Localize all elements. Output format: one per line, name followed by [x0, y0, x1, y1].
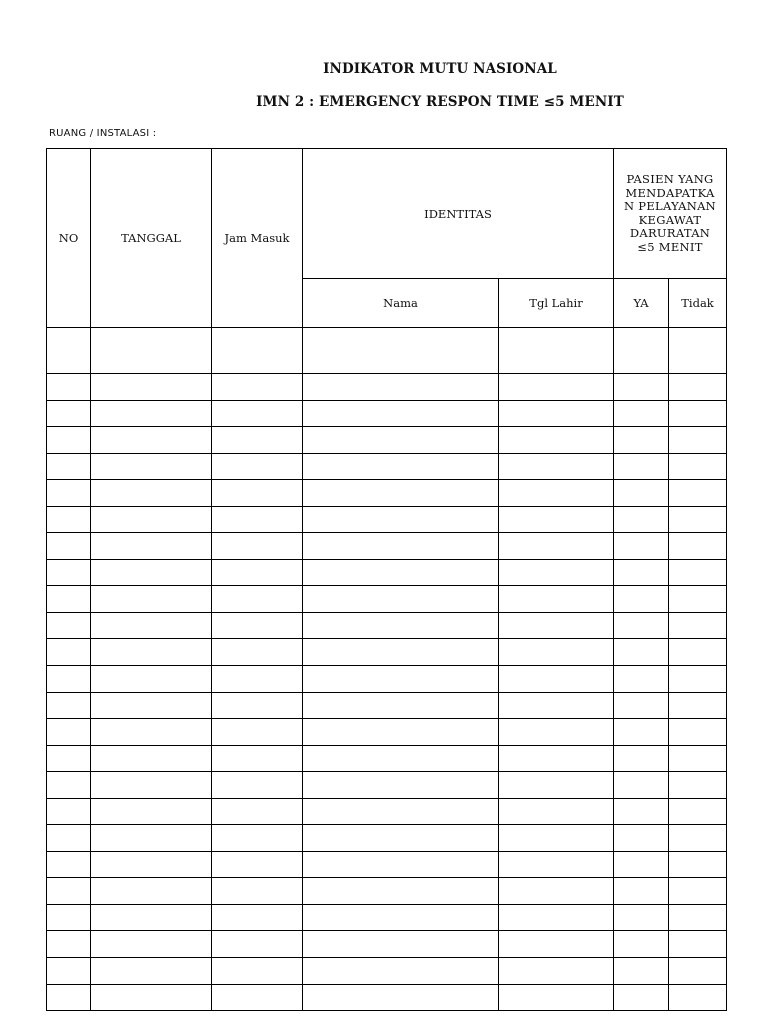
header-pasien: [614, 149, 727, 279]
cell-tgl-lahir[interactable]: [499, 692, 614, 719]
cell-tanggal[interactable]: [91, 851, 212, 878]
cell-ya[interactable]: [614, 745, 669, 772]
cell-ya[interactable]: [614, 533, 669, 560]
cell-ya[interactable]: [614, 984, 669, 1011]
header-pasien-line: ≤5 MENIT: [637, 239, 703, 254]
cell-tidak[interactable]: [669, 480, 727, 507]
header-pasien-line: KEGAWAT: [638, 212, 702, 227]
cell-nama[interactable]: [303, 612, 499, 639]
cell-jam-masuk[interactable]: [212, 639, 303, 666]
cell-no[interactable]: [47, 374, 91, 401]
table-row: [47, 825, 727, 852]
table-row: [47, 984, 727, 1011]
cell-jam-masuk[interactable]: [212, 453, 303, 480]
cell-nama[interactable]: [303, 533, 499, 560]
cell-tanggal[interactable]: [91, 559, 212, 586]
cell-ya[interactable]: [614, 612, 669, 639]
cell-jam-masuk[interactable]: [212, 480, 303, 507]
header-row-1: [47, 149, 727, 279]
cell-tanggal[interactable]: [91, 931, 212, 958]
cell-ya[interactable]: [614, 878, 669, 905]
cell-no[interactable]: [47, 639, 91, 666]
cell-jam-masuk[interactable]: [212, 666, 303, 693]
header-pasien-line: N PELAYANAN: [623, 199, 717, 213]
cell-tgl-lahir[interactable]: [499, 533, 614, 560]
cell-tidak[interactable]: [669, 958, 727, 985]
cell-tanggal[interactable]: [91, 666, 212, 693]
header-jam-masuk: Jam Masuk: [212, 149, 303, 328]
table-row: [47, 639, 727, 666]
cell-tidak[interactable]: [669, 692, 727, 719]
cell-jam-masuk[interactable]: [212, 798, 303, 825]
cell-ya[interactable]: [614, 374, 669, 401]
table-body: [47, 149, 727, 1011]
cell-nama[interactable]: [303, 586, 499, 613]
cell-tidak[interactable]: [669, 719, 727, 746]
cell-tanggal[interactable]: [91, 480, 212, 507]
cell-tidak[interactable]: [669, 612, 727, 639]
cell-tidak[interactable]: [669, 798, 727, 825]
cell-tanggal[interactable]: [91, 719, 212, 746]
cell-tgl-lahir[interactable]: [499, 453, 614, 480]
table-row: [47, 904, 727, 931]
header-nama: Nama: [303, 279, 499, 328]
cell-tidak[interactable]: [669, 825, 727, 852]
cell-jam-masuk[interactable]: [212, 904, 303, 931]
cell-ya[interactable]: [614, 427, 669, 454]
cell-jam-masuk[interactable]: [212, 559, 303, 586]
cell-jam-masuk[interactable]: [212, 328, 303, 374]
cell-tanggal[interactable]: [91, 825, 212, 852]
cell-ya[interactable]: [614, 692, 669, 719]
cell-no[interactable]: [47, 904, 91, 931]
cell-jam-masuk[interactable]: [212, 612, 303, 639]
cell-tgl-lahir[interactable]: [499, 480, 614, 507]
cell-ya[interactable]: [614, 904, 669, 931]
cell-nama[interactable]: [303, 692, 499, 719]
cell-tgl-lahir[interactable]: [499, 904, 614, 931]
cell-ya[interactable]: [614, 328, 669, 374]
cell-nama[interactable]: [303, 639, 499, 666]
cell-tgl-lahir[interactable]: [499, 374, 614, 401]
cell-no[interactable]: [47, 586, 91, 613]
cell-nama[interactable]: [303, 931, 499, 958]
cell-no[interactable]: [47, 400, 91, 427]
cell-tanggal[interactable]: [91, 612, 212, 639]
table-row: [47, 878, 727, 905]
table-row: [47, 328, 727, 374]
cell-tanggal[interactable]: [91, 506, 212, 533]
table-row: [47, 559, 727, 586]
cell-tidak[interactable]: [669, 559, 727, 586]
cell-jam-masuk[interactable]: [212, 984, 303, 1011]
cell-no[interactable]: [47, 878, 91, 905]
cell-ya[interactable]: [614, 958, 669, 985]
cell-no[interactable]: [47, 612, 91, 639]
cell-nama[interactable]: [303, 400, 499, 427]
cell-no[interactable]: [47, 931, 91, 958]
cell-ya[interactable]: [614, 719, 669, 746]
cell-nama[interactable]: [303, 427, 499, 454]
cell-ya[interactable]: [614, 453, 669, 480]
cell-tidak[interactable]: [669, 328, 727, 374]
cell-tidak[interactable]: [669, 586, 727, 613]
cell-nama[interactable]: [303, 984, 499, 1011]
cell-ya[interactable]: [614, 559, 669, 586]
cell-tanggal[interactable]: [91, 958, 212, 985]
cell-tgl-lahir[interactable]: [499, 639, 614, 666]
cell-tanggal[interactable]: [91, 374, 212, 401]
cell-nama[interactable]: [303, 559, 499, 586]
cell-tidak[interactable]: [669, 506, 727, 533]
document-title: INDIKATOR MUTU NASIONAL: [323, 61, 557, 77]
cell-ya[interactable]: [614, 825, 669, 852]
cell-no[interactable]: [47, 719, 91, 746]
cell-ya[interactable]: [614, 931, 669, 958]
cell-nama[interactable]: [303, 745, 499, 772]
cell-tanggal[interactable]: [91, 745, 212, 772]
table-row: [47, 666, 727, 693]
cell-ya[interactable]: [614, 798, 669, 825]
cell-tidak[interactable]: [669, 772, 727, 799]
cell-jam-masuk[interactable]: [212, 692, 303, 719]
cell-jam-masuk[interactable]: [212, 586, 303, 613]
cell-tidak[interactable]: [669, 374, 727, 401]
cell-ya[interactable]: [614, 851, 669, 878]
header-tanggal: TANGGAL: [91, 149, 212, 328]
cell-tidak[interactable]: [669, 453, 727, 480]
cell-no[interactable]: [47, 772, 91, 799]
cell-jam-masuk[interactable]: [212, 772, 303, 799]
cell-jam-masuk[interactable]: [212, 506, 303, 533]
cell-nama[interactable]: [303, 904, 499, 931]
cell-nama[interactable]: [303, 328, 499, 374]
header-pasien-line: DARURATAN: [629, 226, 711, 240]
cell-nama[interactable]: [303, 666, 499, 693]
header-pasien-line: PASIEN YANG: [626, 172, 714, 186]
header-tidak: Tidak: [669, 279, 727, 328]
cell-nama[interactable]: [303, 480, 499, 507]
cell-nama[interactable]: [303, 958, 499, 985]
cell-tgl-lahir[interactable]: [499, 958, 614, 985]
cell-jam-masuk[interactable]: [212, 931, 303, 958]
cell-tgl-lahir[interactable]: [499, 798, 614, 825]
cell-jam-masuk[interactable]: [212, 745, 303, 772]
cell-ya[interactable]: [614, 639, 669, 666]
cell-tanggal[interactable]: [91, 453, 212, 480]
cell-tanggal[interactable]: [91, 772, 212, 799]
cell-jam-masuk[interactable]: [212, 878, 303, 905]
cell-tanggal[interactable]: [91, 400, 212, 427]
cell-nama[interactable]: [303, 506, 499, 533]
table-row: [47, 374, 727, 401]
cell-tidak[interactable]: [669, 931, 727, 958]
header-no: NO: [47, 149, 91, 328]
cell-nama[interactable]: [303, 772, 499, 799]
table-row: [47, 453, 727, 480]
cell-tidak[interactable]: [669, 984, 727, 1011]
table-row: [47, 772, 727, 799]
cell-jam-masuk[interactable]: [212, 533, 303, 560]
header-identitas: IDENTITAS: [303, 149, 614, 279]
table-row: [47, 851, 727, 878]
cell-tgl-lahir[interactable]: [499, 825, 614, 852]
table-row: [47, 506, 727, 533]
cell-tgl-lahir[interactable]: [499, 851, 614, 878]
cell-tanggal[interactable]: [91, 984, 212, 1011]
table-row: [47, 400, 727, 427]
cell-jam-masuk[interactable]: [212, 427, 303, 454]
cell-no[interactable]: [47, 745, 91, 772]
header-pasien-line: MENDAPATKA: [625, 185, 715, 200]
cell-tidak[interactable]: [669, 904, 727, 931]
cell-jam-masuk[interactable]: [212, 719, 303, 746]
cell-no[interactable]: [47, 328, 91, 374]
cell-no[interactable]: [47, 533, 91, 560]
cell-ya[interactable]: [614, 772, 669, 799]
cell-tgl-lahir[interactable]: [499, 328, 614, 374]
cell-no[interactable]: [47, 427, 91, 454]
cell-tidak[interactable]: [669, 878, 727, 905]
cell-tanggal[interactable]: [91, 427, 212, 454]
cell-no[interactable]: [47, 559, 91, 586]
cell-nama[interactable]: [303, 719, 499, 746]
table-row: [47, 719, 727, 746]
cell-no[interactable]: [47, 851, 91, 878]
cell-ya[interactable]: [614, 506, 669, 533]
cell-tidak[interactable]: [669, 400, 727, 427]
cell-tgl-lahir[interactable]: [499, 559, 614, 586]
cell-tidak[interactable]: [669, 533, 727, 560]
room-label: RUANG / INSTALASI :: [49, 128, 157, 139]
cell-tanggal[interactable]: [91, 878, 212, 905]
cell-nama[interactable]: [303, 798, 499, 825]
header-tgl-lahir: Tgl Lahir: [499, 279, 614, 328]
table-row: [47, 798, 727, 825]
cell-tanggal[interactable]: [91, 639, 212, 666]
cell-tgl-lahir[interactable]: [499, 427, 614, 454]
cell-jam-masuk[interactable]: [212, 958, 303, 985]
cell-tidak[interactable]: [669, 745, 727, 772]
cell-tgl-lahir[interactable]: [499, 931, 614, 958]
cell-ya[interactable]: [614, 666, 669, 693]
cell-tgl-lahir[interactable]: [499, 984, 614, 1011]
cell-tgl-lahir[interactable]: [499, 400, 614, 427]
table-row: [47, 586, 727, 613]
cell-tidak[interactable]: [669, 639, 727, 666]
cell-no[interactable]: [47, 958, 91, 985]
cell-jam-masuk[interactable]: [212, 851, 303, 878]
cell-nama[interactable]: [303, 825, 499, 852]
cell-jam-masuk[interactable]: [212, 400, 303, 427]
table-row: [47, 427, 727, 454]
cell-no[interactable]: [47, 692, 91, 719]
table-row: [47, 692, 727, 719]
cell-no[interactable]: [47, 825, 91, 852]
document-subtitle: IMN 2 : EMERGENCY RESPON TIME ≤5 MENIT: [256, 94, 624, 110]
table-row: [47, 958, 727, 985]
header-ya: YA: [614, 279, 669, 328]
table-row: [47, 480, 727, 507]
cell-tanggal[interactable]: [91, 798, 212, 825]
indicator-table: [46, 148, 727, 1011]
cell-no[interactable]: [47, 506, 91, 533]
table-row: [47, 533, 727, 560]
cell-tgl-lahir[interactable]: [499, 506, 614, 533]
cell-ya[interactable]: [614, 480, 669, 507]
cell-tanggal[interactable]: [91, 692, 212, 719]
cell-tgl-lahir[interactable]: [499, 878, 614, 905]
table-row: [47, 745, 727, 772]
cell-tanggal[interactable]: [91, 328, 212, 374]
cell-nama[interactable]: [303, 374, 499, 401]
cell-no[interactable]: [47, 984, 91, 1011]
cell-tgl-lahir[interactable]: [499, 666, 614, 693]
cell-tidak[interactable]: [669, 427, 727, 454]
cell-ya[interactable]: [614, 586, 669, 613]
cell-nama[interactable]: [303, 851, 499, 878]
cell-tidak[interactable]: [669, 666, 727, 693]
cell-tanggal[interactable]: [91, 904, 212, 931]
table-row: [47, 931, 727, 958]
cell-tgl-lahir[interactable]: [499, 772, 614, 799]
cell-jam-masuk[interactable]: [212, 825, 303, 852]
cell-nama[interactable]: [303, 453, 499, 480]
cell-tgl-lahir[interactable]: [499, 612, 614, 639]
cell-no[interactable]: [47, 453, 91, 480]
table-row: [47, 612, 727, 639]
cell-ya[interactable]: [614, 400, 669, 427]
cell-nama[interactable]: [303, 878, 499, 905]
cell-no[interactable]: [47, 798, 91, 825]
cell-tgl-lahir[interactable]: [499, 586, 614, 613]
cell-jam-masuk[interactable]: [212, 374, 303, 401]
cell-no[interactable]: [47, 666, 91, 693]
cell-tgl-lahir[interactable]: [499, 745, 614, 772]
cell-tidak[interactable]: [669, 851, 727, 878]
cell-tanggal[interactable]: [91, 533, 212, 560]
cell-tgl-lahir[interactable]: [499, 719, 614, 746]
cell-no[interactable]: [47, 480, 91, 507]
cell-tanggal[interactable]: [91, 586, 212, 613]
